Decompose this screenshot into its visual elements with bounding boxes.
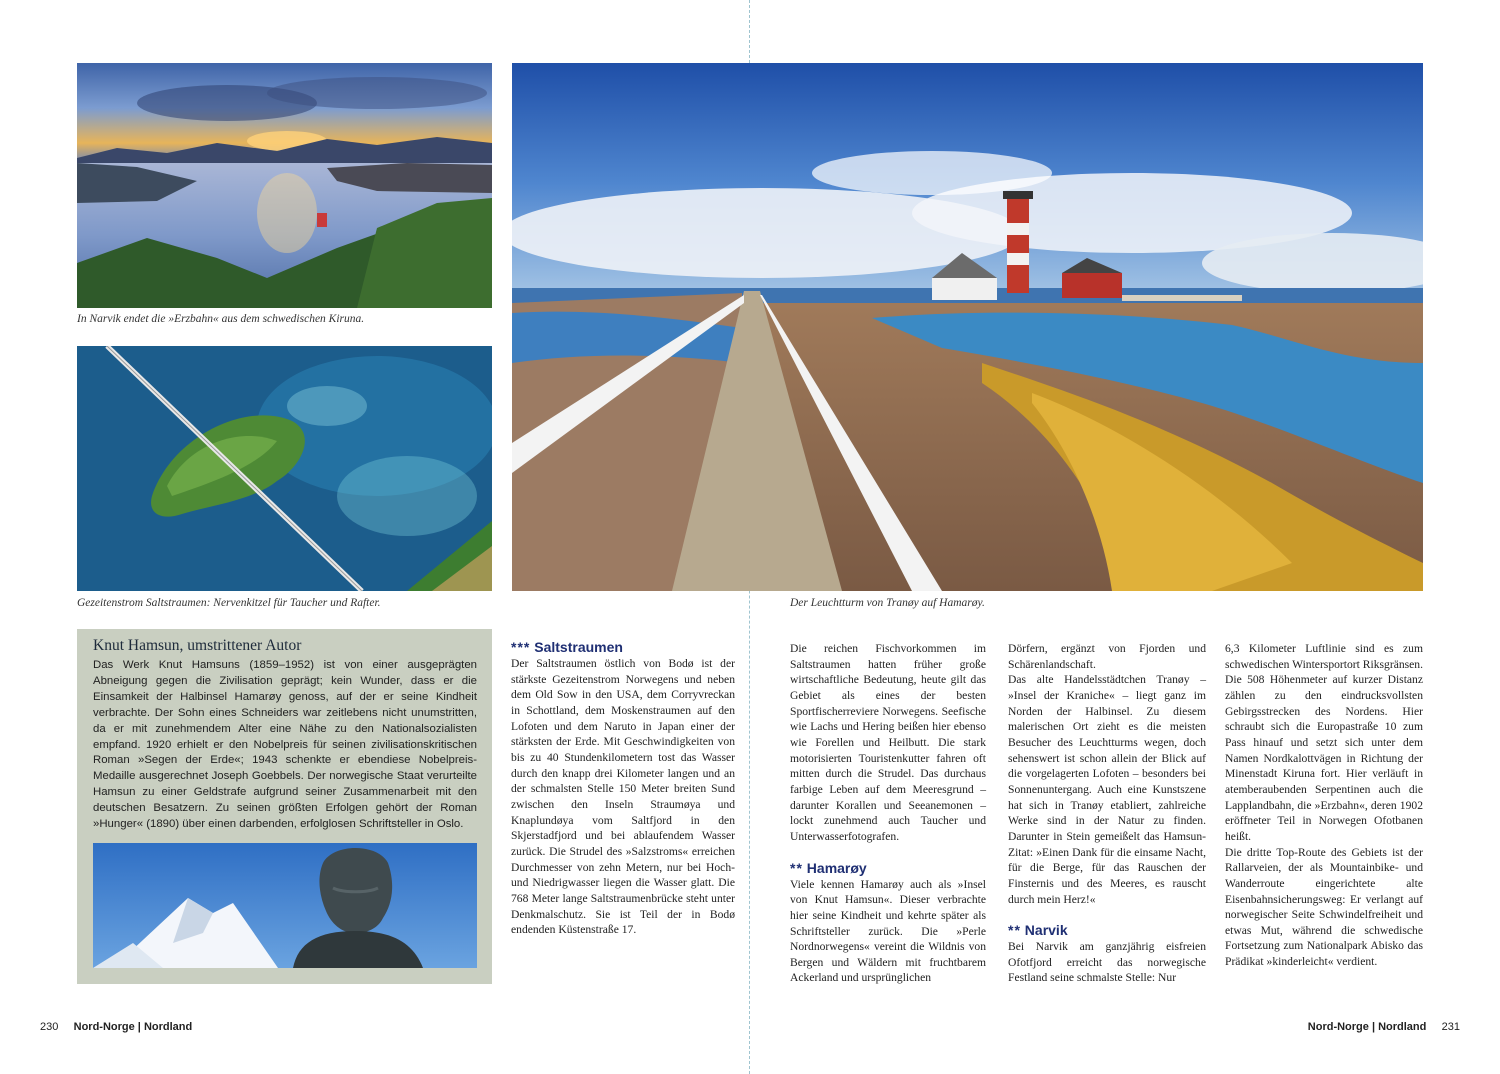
- lighthouse-caption: Der Leuchtturm von Tranøy auf Hamarøy.: [790, 597, 985, 609]
- column-hamaroy: [790, 641, 986, 986]
- column-saltstraumen: [511, 638, 735, 938]
- left-folio: [40, 1021, 192, 1033]
- heading-hamaroy: [790, 859, 986, 877]
- box-text: Das Werk Knut Hamsuns (1859–1952) ist von einer ausgeprägten Abneigung gegen die Zivilisation geprägt; kein Wunder, dass er die Einsamkeit der Halbinsel Hamarøy genoss, auf der er seine Kindheit verbrachte. Der Sohn eines Schneiders war zeitlebens nicht unumstritten, da er mit zunehmendem Alter eine Nähe zu den Nationalsozialisten empfand. 1920 erhielt er den Nobelpreis für seinen zivilisationskritischen Roman »Segen der Erde«; 1943 schenkte er ebendiese Nobelpreis-Medaille ausgerechnet Joseph Goebbels. Der norwegische Staat verurteilte Hamsun zu einer Geldstrafe aufgrund seiner Zusammenarbeit mit den deutschen Besatzern. Zu seinen größten Erfolgen gehört der Roman »Hunger« (1890) über einen darbenden, erfolglosen Schriftsteller in Oslo.: [93, 659, 477, 831]
- column-narvik-cont: [1225, 641, 1423, 970]
- right-running-title: Nord-Norge | Nordland: [1307, 1021, 1427, 1033]
- lighthouse-photo: [512, 63, 1423, 591]
- text-tranoy: Das alte Handelsstädtchen Tranøy – »Insel der Kraniche« – liegt ganz im Norden der Halbinsel. Zu diesem malerischen Ort zieht es die meisten Besucher des Leuchtturms wegen, doch sehenswert ist schon allein der Blick auf die vorgelagerten Lofoten – besonders bei Sonnenuntergang. Auch eine Kunstszene hat sich in Tranøy etabliert, zahlreiche Werke sind in der Natur zu finden. Darunter in Stein gemeißelt das Hamsun-Zitat: »Einen Dank für die einsame Nacht, für die Berge, für das Rauschen der Finsternis und des Meeres, es rauscht durch mein Herz!«: [1008, 673, 1206, 906]
- heading-narvik-stars: **: [1008, 922, 1021, 939]
- heading-saltstraumen: [511, 638, 735, 656]
- box-title: Knut Hamsun, umstrittener Autor: [93, 637, 302, 654]
- heading-narvik-title: Narvik: [1024, 922, 1068, 939]
- right-page-number: 231: [1441, 1021, 1460, 1033]
- text-hamaroy: Viele kennen Hamarøy auch als »Insel von Knut Hamsun«. Dieser verbrachte hier seine Kindheit und kehrte später als Schriftsteller zurück. Die »Perle Nordnorwegens« vereint die Wildnis von Bergen und Wäldern mit fruchtbarem Ackerland und ursprünglichen: [790, 877, 986, 985]
- column-tranoy-narvik: [1008, 641, 1206, 986]
- text-narvik: Bei Narvik am ganzjährig eisfreien Ofotfjord erreicht das norwegische Festland seine schmalste Stelle: Nur: [1008, 940, 1206, 985]
- heading-saltstraumen-stars: ***: [511, 639, 531, 655]
- knut-hamsun-box: [77, 629, 492, 984]
- heading-saltstraumen-title: Saltstraumen: [534, 639, 623, 655]
- text-narvik-cont1: 6,3 Kilometer Luftlinie sind es zum schwedischen Wintersportort Riksgränsen. Die 508 Höhenmeter auf kurzer Distanz zählen zu den eindrucksvollsten Gebirgsstrecken des Nordens. Hier schraubt sich die Europastraße 10 zum Pass hinauf und setzt sich unter dem Namen Nordkalottvägen in Richtung der Minenstadt Kiruna fort. Hier verläuft in atemberaubenden Serpentinen auch die Lapplandbahn, die »Erzbahn«, deren 1902 eröffneter Teil in Norwegen Ofotbanen heißt.: [1225, 642, 1423, 843]
- text-hamaroy-cont: Dörfern, ergänzt von Fjorden und Schärenlandschaft.: [1008, 642, 1206, 671]
- saltstraumen-caption: Gezeitenstrom Saltstraumen: Nervenkitzel für Taucher und Rafter.: [77, 597, 381, 609]
- text-narvik-cont2: Die dritte Top-Route des Gebiets ist der Rallarveien, der als Mountainbike- und Wanderroute eingerichtete alte Eisenbahnsicherungsweg: Er verlangt auf norwegischer Seite Schwindelfreiheit und etwas Mut, während die schwedische Fortsetzung zum Nationalpark Abisko das Prädikat »kinderleicht« verdient.: [1225, 845, 1423, 969]
- left-running-title: Nord-Norge | Nordland: [73, 1021, 193, 1033]
- text-saltstraumen-cont: Die reichen Fischvorkommen im Saltstraumen hatten früher große wirtschaftliche Bedeutung, heute gilt das Gebiet als eines der besten Sportfischerreviere Norwegens. Seefische wie Lachs und Hering beißen hier ebenso wie Forellen und Heilbutt. Die stark motorisierten Touristenkutter fahren oft mitten durch die Strudel. Das durchaus farbige Leben auf dem Meeresgrund – darunter Korallen und Seeanemonen – lockt zunehmend auch Taucher und Unterwasserfotografen.: [790, 642, 986, 843]
- heading-narvik: [1008, 921, 1206, 939]
- hamsun-statue-photo: [93, 843, 477, 968]
- saltstraumen-photo: [77, 346, 492, 591]
- left-page-number: 230: [40, 1021, 59, 1033]
- narvik-caption: In Narvik endet die »Erzbahn« aus dem schwedischen Kiruna.: [77, 313, 365, 325]
- heading-hamaroy-stars: **: [790, 859, 803, 876]
- right-folio: [1308, 1021, 1460, 1033]
- heading-hamaroy-title: Hamarøy: [806, 859, 867, 876]
- narvik-photo: [77, 63, 492, 308]
- text-saltstraumen: Der Saltstraumen östlich von Bodø ist der stärkste Gezeitenstrom Norwegens und neben dem Old Sow in den USA, dem Corryvreckan in Schottland, dem Moskenstraumen auf den Lofoten und dem Naruto in Japan einer der stärksten der Erde. Mit Geschwindigkeiten von bis zu 40 Stundenkilometern tost das Wasser durch den knapp drei Kilometer langen und an der schmalsten Stelle 150 Meter breiten Sund zwischen den Inseln Straumøya und Knaplundøya vom Saltfjord in den Skjerstadfjord und bei ablaufendem Wasser zurück. Die Strudel des »Salzstroms« erreichen Durchmesser von zehn Metern, nur bei Hoch- und Niedrigwasser liegen die Wasser glatt. Die 768 Meter lange Saltstraumenbrücke steht unter Denkmalschutz. Sie ist Teil der in Bodø endenden Küstenstraße 17.: [511, 657, 735, 937]
